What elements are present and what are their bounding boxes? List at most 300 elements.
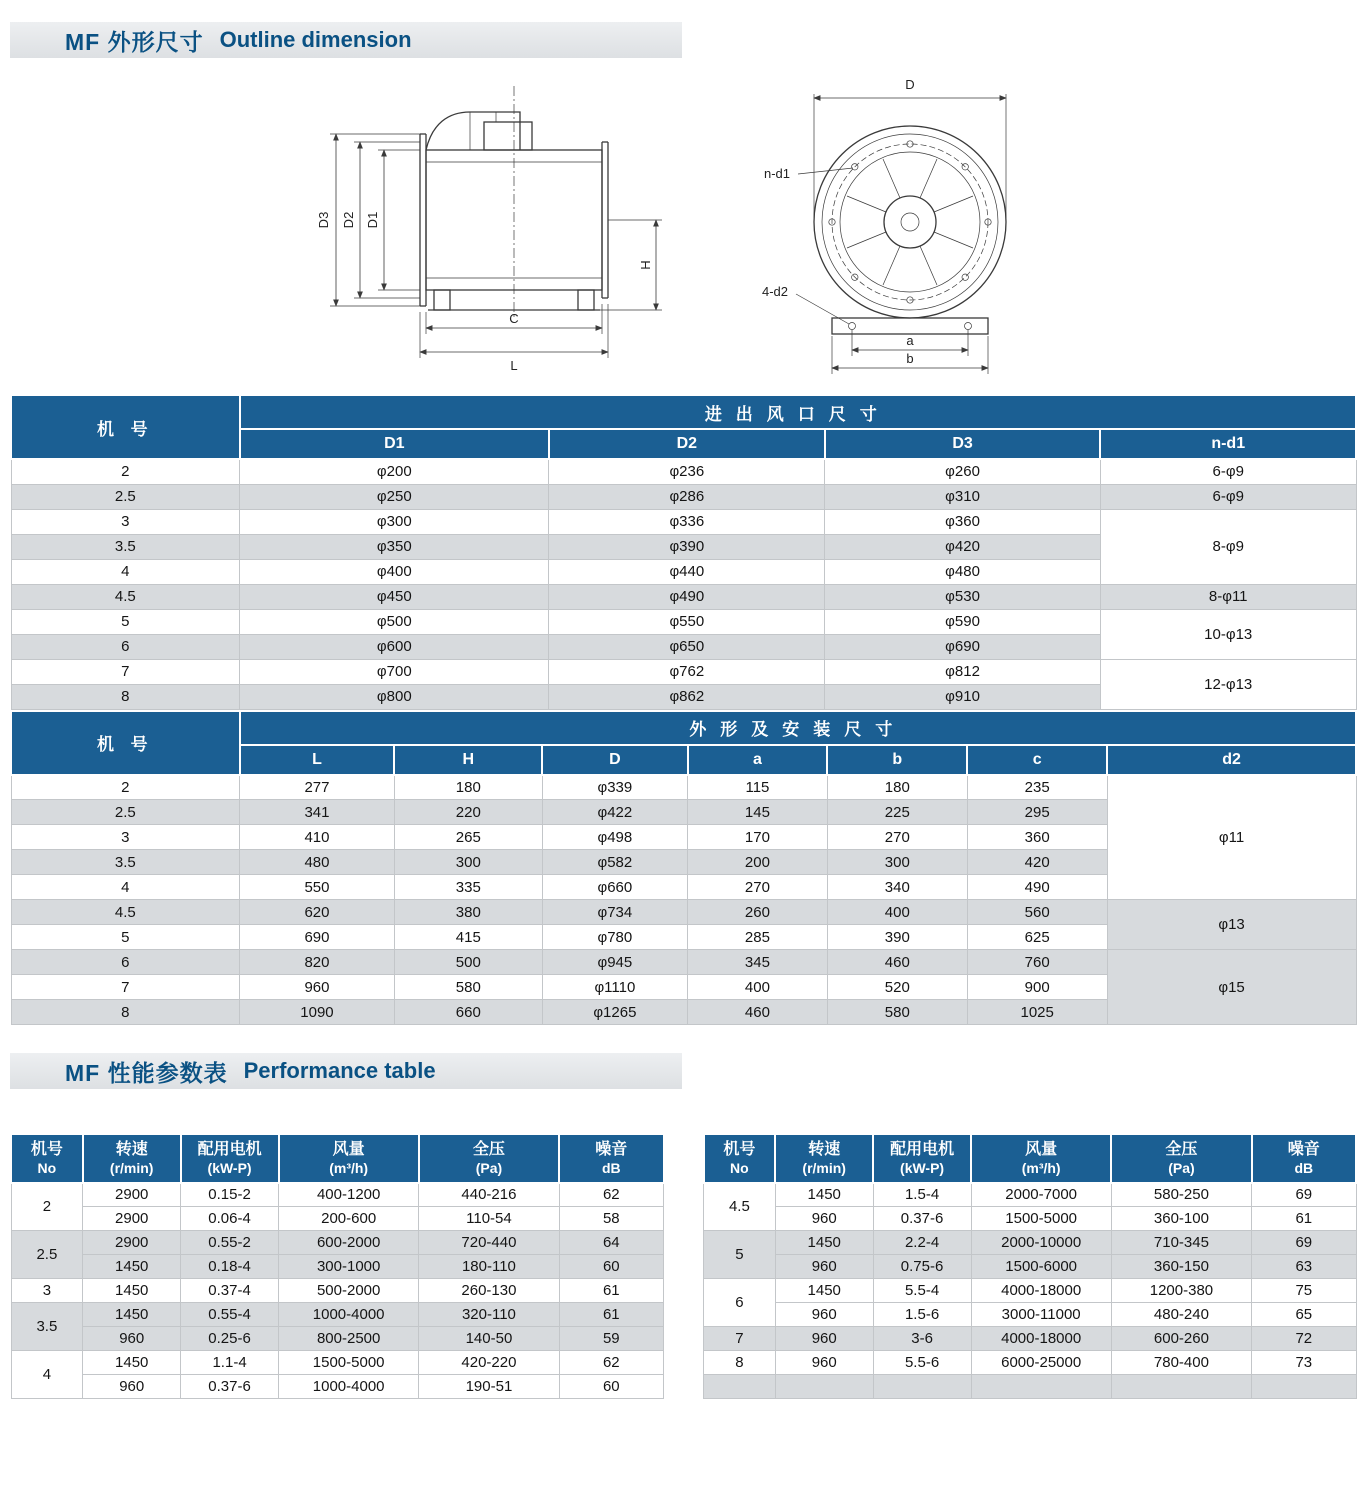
dim-label-d3: D3	[315, 211, 331, 229]
table-row	[11, 1279, 664, 1303]
value-cell: 580	[827, 1000, 967, 1025]
machine-no-cell: 2	[11, 775, 240, 800]
value-cell: 1450	[775, 1183, 873, 1207]
value-cell: φ450	[240, 584, 549, 609]
value-cell: 400	[827, 900, 967, 925]
dim-label-b: b	[905, 351, 914, 366]
machine-no-cell: 4.5	[11, 584, 240, 609]
value-cell: 960	[775, 1207, 873, 1231]
perf-header-speed: 转速 (r/min)	[775, 1134, 873, 1183]
col-header-a: a	[688, 745, 828, 775]
value-cell: φ945	[542, 950, 687, 975]
table-row	[704, 1375, 1357, 1399]
value-cell: 0.55-2	[181, 1231, 279, 1255]
value-cell: 2000-7000	[971, 1183, 1111, 1207]
value-cell: φ11	[1107, 775, 1356, 900]
machine-no-cell: 6	[11, 634, 240, 659]
col-header-H: H	[394, 745, 542, 775]
value-cell: 270	[688, 875, 828, 900]
value-cell: 341	[240, 800, 395, 825]
table-row	[11, 775, 1356, 800]
fan-blades	[847, 159, 973, 285]
value-cell: 1450	[83, 1351, 181, 1375]
table-row	[704, 1327, 1357, 1351]
table-row	[704, 1183, 1357, 1207]
machine-no-cell: 6	[11, 950, 240, 975]
value-cell: 780-400	[1111, 1351, 1251, 1375]
col-header-d1: D1	[240, 429, 549, 459]
machine-no-cell: 4	[11, 875, 240, 900]
value-cell: 720-440	[419, 1231, 559, 1255]
value-cell: 2000-10000	[971, 1231, 1111, 1255]
value-cell: φ500	[240, 609, 549, 634]
machine-no-cell: 3	[11, 825, 240, 850]
value-cell: φ200	[240, 459, 549, 484]
value-cell: φ780	[542, 925, 687, 950]
value-cell: 2900	[83, 1231, 181, 1255]
perf-header-speed: 转速 (r/min)	[83, 1134, 181, 1183]
section-title-performance	[10, 1053, 682, 1089]
value-cell: 2900	[83, 1183, 181, 1207]
value-cell: 0.18-4	[181, 1255, 279, 1279]
value-cell: φ600	[240, 634, 549, 659]
perf-header-noise: 噪音 dB	[559, 1134, 663, 1183]
value-cell: 600-260	[1111, 1327, 1251, 1351]
value-cell: 1450	[775, 1231, 873, 1255]
value-cell: 2900	[83, 1207, 181, 1231]
table-row	[11, 1231, 664, 1255]
value-cell: 560	[967, 900, 1107, 925]
table-row	[11, 900, 1356, 925]
fan-side-view-diagram	[308, 72, 688, 384]
value-cell: φ498	[542, 825, 687, 850]
value-cell: φ660	[542, 875, 687, 900]
value-cell	[1252, 1375, 1356, 1399]
value-cell: 59	[559, 1327, 663, 1351]
col-header-D: D	[542, 745, 687, 775]
value-cell: φ350	[240, 534, 549, 559]
value-cell: 8-φ9	[1100, 509, 1356, 584]
value-cell: 1.5-6	[873, 1303, 971, 1327]
value-cell: φ400	[240, 559, 549, 584]
value-cell: 960	[775, 1303, 873, 1327]
value-cell: φ550	[549, 609, 825, 634]
value-cell: 360	[967, 825, 1107, 850]
value-cell: φ762	[549, 659, 825, 684]
col-header-L: L	[240, 745, 395, 775]
value-cell: 960	[775, 1255, 873, 1279]
value-cell: φ700	[240, 659, 549, 684]
value-cell: 140-50	[419, 1327, 559, 1351]
value-cell: 0.25-6	[181, 1327, 279, 1351]
value-cell: 3000-11000	[971, 1303, 1111, 1327]
value-cell: 2.2-4	[873, 1231, 971, 1255]
value-cell: 300-1000	[279, 1255, 419, 1279]
perf-header-no: 机号 No	[11, 1134, 83, 1183]
value-cell: 1.1-4	[181, 1351, 279, 1375]
inlet-table-body	[11, 459, 1356, 709]
value-cell	[971, 1375, 1111, 1399]
value-cell: 710-345	[1111, 1231, 1251, 1255]
value-cell: φ1110	[542, 975, 687, 1000]
dim-label-4d2: 4-d2	[761, 284, 788, 299]
table-row	[11, 1327, 664, 1351]
value-cell: 60	[559, 1255, 663, 1279]
perf-header-airflow: 风量 (m³/h)	[279, 1134, 419, 1183]
bolt-holes	[828, 141, 990, 303]
value-cell: φ360	[825, 509, 1101, 534]
value-cell: 1450	[83, 1255, 181, 1279]
value-cell	[873, 1375, 971, 1399]
value-cell: 72	[1252, 1327, 1356, 1351]
value-cell: φ310	[825, 484, 1101, 509]
value-cell: 277	[240, 775, 395, 800]
dim-label-d2: D2	[340, 211, 356, 229]
machine-no-cell: 3.5	[11, 850, 240, 875]
dim-label-d1: D1	[364, 211, 380, 229]
value-cell: φ530	[825, 584, 1101, 609]
value-cell: 110-54	[419, 1207, 559, 1231]
technical-drawings	[10, 72, 1357, 388]
value-cell: 1450	[83, 1303, 181, 1327]
value-cell: 500	[394, 950, 542, 975]
value-cell: φ339	[542, 775, 687, 800]
machine-no-cell: 7	[11, 659, 240, 684]
value-cell: 1450	[83, 1279, 181, 1303]
value-cell: 960	[775, 1327, 873, 1351]
inlet-group-header: 进出风口尺寸	[240, 395, 1356, 429]
value-cell: 900	[967, 975, 1107, 1000]
value-cell: φ13	[1107, 900, 1356, 950]
value-cell: φ422	[542, 800, 687, 825]
col-header-d2: d2	[1107, 745, 1356, 775]
value-cell: 660	[394, 1000, 542, 1025]
col-header-nd1: n-d1	[1100, 429, 1356, 459]
value-cell: 6000-25000	[971, 1351, 1111, 1375]
machine-no-cell: 5	[11, 609, 240, 634]
value-cell: 0.15-2	[181, 1183, 279, 1207]
value-cell: 5.5-6	[873, 1351, 971, 1375]
value-cell: 260	[688, 900, 828, 925]
fan-front-view-diagram	[760, 72, 1060, 384]
value-cell: 520	[827, 975, 967, 1000]
value-cell: 625	[967, 925, 1107, 950]
dim-label-a: a	[905, 333, 914, 348]
machine-no-cell: 2.5	[11, 484, 240, 509]
value-cell: 61	[559, 1303, 663, 1327]
value-cell: 420	[967, 850, 1107, 875]
performance-title-zh: MF 性能参数表	[65, 1059, 228, 1086]
dim-label-D: D	[904, 77, 915, 92]
value-cell: 460	[827, 950, 967, 975]
machine-no-cell: 5	[11, 925, 240, 950]
value-cell: 270	[827, 825, 967, 850]
value-cell: φ300	[240, 509, 549, 534]
value-cell: 1450	[775, 1279, 873, 1303]
value-cell: 65	[1252, 1303, 1356, 1327]
value-cell: 64	[559, 1231, 663, 1255]
outline-table-body	[11, 775, 1356, 1025]
value-cell: 6-φ9	[1100, 459, 1356, 484]
table-row	[11, 1255, 664, 1279]
outline-title-zh: MF 外形尺寸	[65, 28, 204, 55]
value-cell: φ812	[825, 659, 1101, 684]
machine-no-cell: 2.5	[11, 800, 240, 825]
value-cell: 10-φ13	[1100, 609, 1356, 659]
dim-label-nd1: n-d1	[763, 166, 790, 181]
col-header-c: c	[967, 745, 1107, 775]
table-row	[704, 1351, 1357, 1375]
value-cell: φ15	[1107, 950, 1356, 1025]
value-cell: 960	[775, 1351, 873, 1375]
value-cell: 1500-5000	[279, 1351, 419, 1375]
table-row	[11, 1183, 664, 1207]
table-row	[704, 1303, 1357, 1327]
value-cell: 620	[240, 900, 395, 925]
value-cell: 400-1200	[279, 1183, 419, 1207]
value-cell: 61	[559, 1279, 663, 1303]
inlet-outlet-dimension-table	[10, 394, 1357, 710]
value-cell: φ260	[825, 459, 1101, 484]
table-row	[11, 1207, 664, 1231]
dim-label-l: L	[509, 358, 518, 373]
value-cell: 0.37-4	[181, 1279, 279, 1303]
table-row	[704, 1231, 1357, 1255]
value-cell: 73	[1252, 1351, 1356, 1375]
value-cell: 760	[967, 950, 1107, 975]
value-cell: 180	[394, 775, 542, 800]
section-title-outline	[10, 22, 682, 58]
machine-no-cell: 8	[11, 684, 240, 709]
table-row	[11, 459, 1356, 484]
value-cell: 295	[967, 800, 1107, 825]
dim-label-c: C	[508, 311, 519, 326]
value-cell: 1025	[967, 1000, 1107, 1025]
value-cell: 960	[240, 975, 395, 1000]
table-row	[704, 1255, 1357, 1279]
table-row	[704, 1279, 1357, 1303]
value-cell: 300	[827, 850, 967, 875]
machine-no-cell: 6	[704, 1279, 776, 1327]
value-cell: 690	[240, 925, 395, 950]
value-cell: 0.06-4	[181, 1207, 279, 1231]
value-cell: 340	[827, 875, 967, 900]
perf-header-motor: 配用电机 (kW-P)	[181, 1134, 279, 1183]
value-cell: φ650	[549, 634, 825, 659]
value-cell: 58	[559, 1207, 663, 1231]
value-cell: 460	[688, 1000, 828, 1025]
value-cell: 8-φ11	[1100, 584, 1356, 609]
table-row	[11, 509, 1356, 534]
value-cell: 69	[1252, 1231, 1356, 1255]
perf-header-no: 机号 No	[704, 1134, 776, 1183]
machine-no-cell: 4	[11, 1351, 83, 1399]
col-header-d3: D3	[825, 429, 1101, 459]
performance-table-right	[703, 1133, 1358, 1399]
machine-no-cell	[704, 1375, 776, 1399]
value-cell: 60	[559, 1375, 663, 1399]
col-header-d2: D2	[549, 429, 825, 459]
machine-no-cell: 4	[11, 559, 240, 584]
value-cell: 600-2000	[279, 1231, 419, 1255]
value-cell: φ910	[825, 684, 1101, 709]
value-cell: 380	[394, 900, 542, 925]
value-cell: 75	[1252, 1279, 1356, 1303]
outline-installation-table	[10, 710, 1357, 1026]
performance-tables	[10, 1133, 1357, 1399]
value-cell: 0.75-6	[873, 1255, 971, 1279]
value-cell: 345	[688, 950, 828, 975]
value-cell: 63	[1252, 1255, 1356, 1279]
machine-no-cell: 5	[704, 1231, 776, 1279]
value-cell: φ490	[549, 584, 825, 609]
value-cell: 62	[559, 1351, 663, 1375]
value-cell: 220	[394, 800, 542, 825]
value-cell: 480-240	[1111, 1303, 1251, 1327]
value-cell: 580	[394, 975, 542, 1000]
performance-left-body	[11, 1183, 664, 1399]
value-cell: 62	[559, 1183, 663, 1207]
value-cell: 320-110	[419, 1303, 559, 1327]
machine-no-cell: 2.5	[11, 1231, 83, 1279]
value-cell: 1200-380	[1111, 1279, 1251, 1303]
machine-no-cell: 4.5	[704, 1183, 776, 1231]
col-header-b: b	[827, 745, 967, 775]
value-cell: φ390	[549, 534, 825, 559]
value-cell: 1500-5000	[971, 1207, 1111, 1231]
value-cell: φ862	[549, 684, 825, 709]
value-cell: 69	[1252, 1183, 1356, 1207]
value-cell: 335	[394, 875, 542, 900]
value-cell: 61	[1252, 1207, 1356, 1231]
machine-no-cell: 7	[11, 975, 240, 1000]
value-cell: φ590	[825, 609, 1101, 634]
machine-no-cell: 2	[11, 459, 240, 484]
machine-no-cell: 8	[704, 1351, 776, 1375]
value-cell: 1.5-4	[873, 1183, 971, 1207]
value-cell	[1111, 1375, 1251, 1399]
value-cell: 265	[394, 825, 542, 850]
value-cell: 1000-4000	[279, 1303, 419, 1327]
perf-header-noise: 噪音 dB	[1252, 1134, 1356, 1183]
value-cell: 4000-18000	[971, 1279, 1111, 1303]
value-cell: 5.5-4	[873, 1279, 971, 1303]
table-row	[704, 1207, 1357, 1231]
value-cell: 115	[688, 775, 828, 800]
table-row	[11, 609, 1356, 634]
table-row	[11, 659, 1356, 684]
value-cell: 145	[688, 800, 828, 825]
value-cell: 285	[688, 925, 828, 950]
machine-no-cell: 8	[11, 1000, 240, 1025]
value-cell: 500-2000	[279, 1279, 419, 1303]
value-cell: 300	[394, 850, 542, 875]
value-cell: φ480	[825, 559, 1101, 584]
value-cell: 820	[240, 950, 395, 975]
table-row	[11, 584, 1356, 609]
value-cell: 3-6	[873, 1327, 971, 1351]
value-cell: 4000-18000	[971, 1327, 1111, 1351]
value-cell: 480	[240, 850, 395, 875]
value-cell: 960	[83, 1327, 181, 1351]
table-row	[11, 1303, 664, 1327]
value-cell: 410	[240, 825, 395, 850]
machine-no-cell: 3	[11, 509, 240, 534]
value-cell: 490	[967, 875, 1107, 900]
value-cell: 190-51	[419, 1375, 559, 1399]
machine-no-cell: 2	[11, 1183, 83, 1231]
value-cell: 960	[83, 1375, 181, 1399]
value-cell: φ420	[825, 534, 1101, 559]
performance-table-left	[10, 1133, 665, 1399]
value-cell: 12-φ13	[1100, 659, 1356, 709]
machine-no-cell: 3	[11, 1279, 83, 1303]
value-cell: φ440	[549, 559, 825, 584]
table-row	[11, 1351, 664, 1375]
value-cell: 580-250	[1111, 1183, 1251, 1207]
performance-title-en: Performance table	[243, 1058, 436, 1083]
machine-no-cell: 7	[704, 1327, 776, 1351]
value-cell: 390	[827, 925, 967, 950]
value-cell: 170	[688, 825, 828, 850]
value-cell: 550	[240, 875, 395, 900]
outline-title-en: Outline dimension	[219, 27, 412, 52]
machine-no-cell: 4.5	[11, 900, 240, 925]
value-cell: 360-150	[1111, 1255, 1251, 1279]
machine-no-header: 机 号	[11, 711, 240, 775]
value-cell: φ690	[825, 634, 1101, 659]
perf-header-airflow: 风量 (m³/h)	[971, 1134, 1111, 1183]
value-cell: 420-220	[419, 1351, 559, 1375]
machine-no-cell: 3.5	[11, 1303, 83, 1351]
value-cell: 225	[827, 800, 967, 825]
value-cell: φ800	[240, 684, 549, 709]
value-cell: 180-110	[419, 1255, 559, 1279]
outline-group-header: 外形及安装尺寸	[240, 711, 1356, 745]
machine-no-cell: 3.5	[11, 534, 240, 559]
table-row	[11, 484, 1356, 509]
performance-right-body	[704, 1183, 1357, 1399]
value-cell: 360-100	[1111, 1207, 1251, 1231]
value-cell: φ250	[240, 484, 549, 509]
value-cell: 235	[967, 775, 1107, 800]
machine-no-header: 机 号	[11, 395, 240, 459]
value-cell: 1500-6000	[971, 1255, 1111, 1279]
datasheet-page	[0, 22, 1367, 1399]
dim-label-h: H	[637, 260, 653, 270]
value-cell: 800-2500	[279, 1327, 419, 1351]
value-cell: 1000-4000	[279, 1375, 419, 1399]
value-cell: φ236	[549, 459, 825, 484]
value-cell: 260-130	[419, 1279, 559, 1303]
perf-header-motor: 配用电机 (kW-P)	[873, 1134, 971, 1183]
table-row	[11, 950, 1356, 975]
value-cell: 400	[688, 975, 828, 1000]
perf-header-pressure: 全压 (Pa)	[419, 1134, 559, 1183]
value-cell: 180	[827, 775, 967, 800]
value-cell: 200	[688, 850, 828, 875]
value-cell	[775, 1375, 873, 1399]
value-cell: 1090	[240, 1000, 395, 1025]
table-row	[11, 1375, 664, 1399]
value-cell: 200-600	[279, 1207, 419, 1231]
perf-header-pressure: 全压 (Pa)	[1111, 1134, 1251, 1183]
value-cell: φ734	[542, 900, 687, 925]
value-cell: 0.55-4	[181, 1303, 279, 1327]
value-cell: 440-216	[419, 1183, 559, 1207]
value-cell: 0.37-6	[181, 1375, 279, 1399]
value-cell: φ1265	[542, 1000, 687, 1025]
